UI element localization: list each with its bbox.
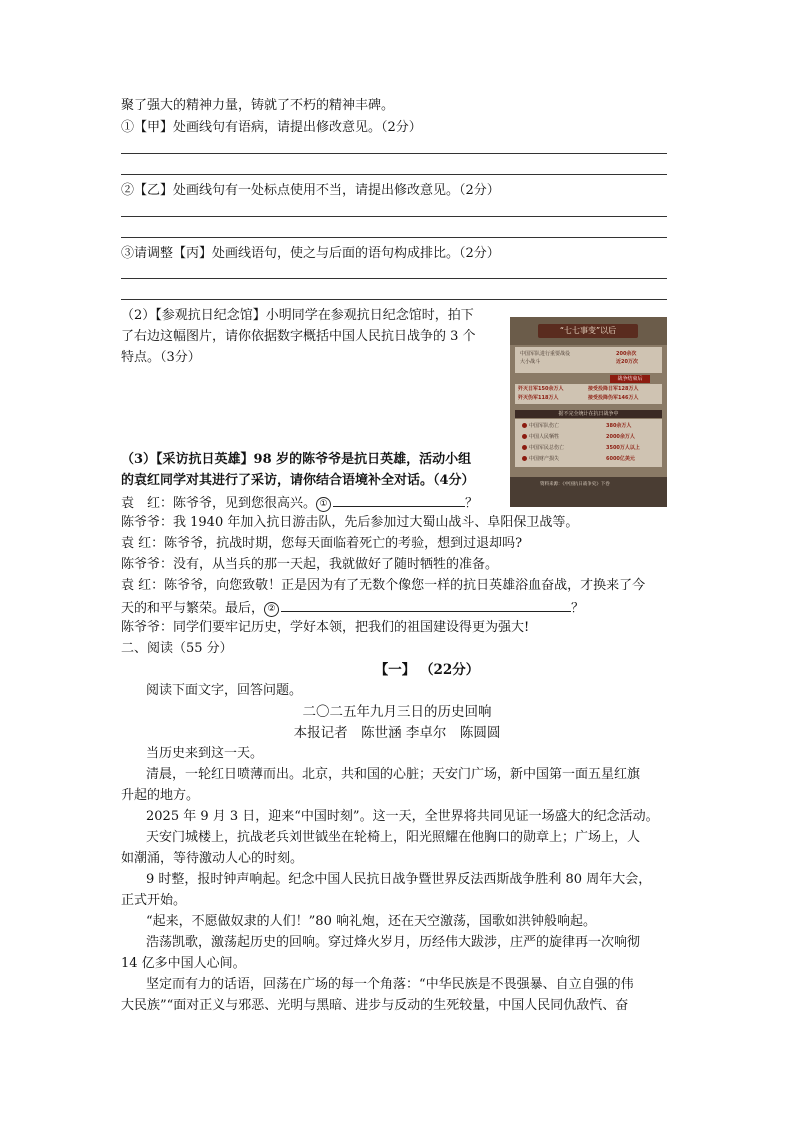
blank-marker: ② xyxy=(264,602,279,617)
poster-source: 资料来源：《中国抗日战争史》下卷 xyxy=(540,482,610,487)
section-heading: 二、阅读（55 分） xyxy=(121,641,233,656)
poster-value: 2000余万人 xyxy=(606,434,635,440)
article-paragraph: 当历史来到这一天。 xyxy=(146,746,264,761)
poster-value: 接受投降伪军146万人 xyxy=(588,395,639,401)
question-3-text: 的袁红同学对其进行了采访，请你结合语境补全对话。（4分） xyxy=(121,473,475,488)
blank-marker: ① xyxy=(316,497,331,512)
answer-line xyxy=(121,216,667,217)
answer-line xyxy=(121,278,667,279)
answer-line xyxy=(121,174,667,175)
article-paragraph: 2025 年 9 月 3 日，迎来“中国时刻”。这一天，全世界将共同见证一场盛大的纪念活动。 xyxy=(146,809,659,824)
question-1: ①【甲】处画线句有语病，请提出修改意见。（2分） xyxy=(121,120,422,135)
article-paragraph: 14 亿多中国人心间。 xyxy=(121,956,246,971)
question-2-text: 了右边这幅图片，请你依据数字概括中国人民抗日战争的 3 个 xyxy=(121,329,476,344)
poster-value: 3500万人以上 xyxy=(606,445,640,451)
answer-line xyxy=(121,299,667,300)
part-heading: 【一】 （22分） xyxy=(374,662,480,678)
article-paragraph: 大民族”“面对正义与邪恶、光明与黑暗、进步与反动的生死较量，中国人民同仇敌忾、奋 xyxy=(121,998,629,1013)
article-paragraph: 升起的地方。 xyxy=(121,788,200,803)
poster-band: 据不完全统计在抗日战争中 xyxy=(515,410,662,418)
poster-value: 歼灭伪军118万人 xyxy=(518,395,559,401)
poster-value: 歼灭日军150余万人 xyxy=(518,386,564,392)
poster-tag: 战争结束后 xyxy=(610,375,650,383)
poster-label: 大小战斗 xyxy=(520,359,541,365)
text-line: 聚了强大的精神力量，铸就了不朽的精神丰碑。 xyxy=(121,98,395,113)
poster-value: 接受投降日军128万人 xyxy=(588,386,639,392)
poster-label: 中国军队进行重要战役 xyxy=(520,351,571,357)
bullet-icon xyxy=(522,434,527,439)
question-3: ③请调整【丙】处画线语句，使之与后面的语句构成排比。（2分） xyxy=(121,246,500,261)
instruction: 阅读下面文字，回答问题。 xyxy=(146,683,303,698)
poster-label: 中国人民牺牲 xyxy=(522,434,559,440)
poster-title: “七七事变”以后 xyxy=(538,324,638,338)
dialogue-line: 袁 红：陈爷爷，向您致敬！正是因为有了无数个像您一样的抗日英雄浴血奋战，才换来了今 xyxy=(121,578,646,593)
question-3-text: （3）【采访抗日英雄】98 岁的陈爷爷是抗日英雄，活动小组 xyxy=(121,452,472,467)
answer-line xyxy=(121,237,667,238)
article-byline: 本报记者 陈世涵 李卓尔 陈圆圆 xyxy=(293,725,501,741)
article-paragraph: 浩荡凯歌，激荡起历史的回响。穿过烽火岁月，历经伟大跋涉，庄严的旋律再一次响彻 xyxy=(146,935,641,950)
poster-label: 中国财产损失 xyxy=(522,456,559,462)
dialogue-line: 天的和平与繁荣。最后， ② ？ xyxy=(121,601,585,616)
article-paragraph: 如潮涌，等待激动人心的时刻。 xyxy=(121,851,304,866)
question-2-text: 特点。（3分） xyxy=(121,350,201,365)
dialogue-line: 袁 红：陈爷爷，见到您很高兴。 ① ？ xyxy=(121,496,479,511)
poster-value: 近20万次 xyxy=(616,359,638,365)
article-paragraph: 天安门城楼上，抗战老兵刘世钺坐在轮椅上，阳光照耀在他胸口的勋章上；广场上，人 xyxy=(146,830,641,845)
dialogue-line: 陈爷爷：同学们要牢记历史，学好本领，把我们的祖国建设得更为强大! xyxy=(121,620,530,635)
poster-label: 中国军民总伤亡 xyxy=(522,445,564,451)
answer-line xyxy=(121,153,667,154)
article-paragraph: 9 时整，报时钟声响起。纪念中国人民抗日战争暨世界反法西斯战争胜利 80 周年大会， xyxy=(146,872,652,887)
question-2: ②【乙】处画线句有一处标点使用不当，请提出修改意见。（2分） xyxy=(121,183,500,198)
dialogue-line: 袁 红：陈爷爷，抗战时期，您每天面临着死亡的考验，想到过退却吗? xyxy=(121,536,523,551)
article-paragraph: 坚定而有力的话语，回荡在广场的每一个角落：“中华民族是不畏强暴、自立自强的伟 xyxy=(146,977,634,992)
dialogue-line: 陈爷爷：我 1940 年加入抗日游击队，先后参加过大蜀山战斗、阜阳保卫战等。 xyxy=(121,515,579,530)
question-2-text: （2）【参观抗日纪念馆】小明同学在参观抗日纪念馆时，拍下 xyxy=(121,308,474,323)
article-title: 二〇二五年九月三日的历史回响 xyxy=(302,704,492,720)
dialogue-line: 陈爷爷：没有，从当兵的那一天起，我就做好了随时牺牲的准备。 xyxy=(121,557,499,572)
bullet-icon xyxy=(522,423,527,428)
bullet-icon xyxy=(522,456,527,461)
poster-value: 200余次 xyxy=(616,351,637,357)
answer-blank[interactable] xyxy=(333,494,465,507)
article-paragraph: “起来，不愿做奴隶的人们！”80 响礼炮，还在天空激荡，国歌如洪钟般响起。 xyxy=(146,914,596,929)
answer-blank[interactable] xyxy=(281,599,571,612)
article-paragraph: 清晨，一轮红日喷薄而出。北京，共和国的心脏；天安门广场，新中国第一面五星红旗 xyxy=(146,767,641,782)
poster-label: 中国军队伤亡 xyxy=(522,423,559,429)
article-paragraph: 正式开始。 xyxy=(121,893,187,908)
poster-image xyxy=(510,317,667,507)
bullet-icon xyxy=(522,445,527,450)
poster-value: 380余万人 xyxy=(606,423,632,429)
poster-value: 6000亿美元 xyxy=(606,456,635,462)
